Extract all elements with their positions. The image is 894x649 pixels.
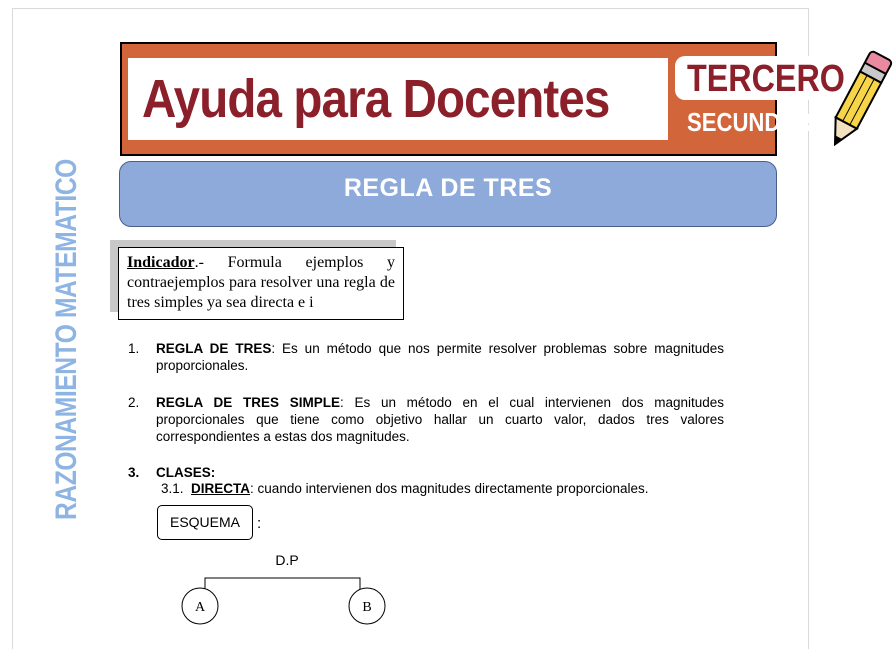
list-item-term: REGLA DE TRES [156,341,272,356]
level-label: SECUNDARIA [687,107,835,137]
diagram-connector [205,578,360,598]
section-title: REGLA DE TRES [343,174,553,202]
side-subject-text: RAZONAMIENTO MATEMATICO [50,159,83,520]
grade-label: TERCERO [687,58,845,100]
indicator-text: .- Formula ejemplos y contraejemplos para resolver una regla de tres simples ya sea directa e i [127,254,395,311]
list-item-term: REGLA DE TRES SIMPLE [156,395,340,410]
sub-item-text: : cuando intervienen dos magnitudes directamente proporcionales. [250,481,649,496]
list-item-number: 3. [128,465,140,480]
scheme-colon: : [257,515,262,532]
list-item-number: 2. [128,395,140,410]
relation-label: D.P [275,552,299,568]
indicator-label: Indicador [127,254,195,271]
section-title-bar [119,161,777,227]
scheme-box [157,505,253,540]
list-item-number: 1. [128,341,140,356]
list-item [128,464,724,481]
proportion-diagram [160,570,400,615]
list-item-term: CLASES: [156,465,216,480]
list-item [128,340,724,374]
indicator-box [118,247,404,320]
header-banner [120,42,845,156]
sub-list-item [161,481,649,496]
list-item-text: : Es un método que nos permite resolver problemas sobre magnitudes proporcionales. [156,341,724,373]
diagram-node-a-label: A [194,600,206,615]
grade-badge [675,56,845,100]
list-item-text: : Es un método en el cual intervienen dos magnitudes proporcionales que tiene como objetivo hallar un cuarto valor, dados tres valores correspondientes a estas dos magnitudes. [156,395,725,444]
banner-title-panel [128,58,668,140]
diagram-node-b-label: B [362,600,372,615]
scheme-label: ESQUEMA [169,514,240,530]
sub-item-term: DIRECTA [191,481,251,496]
list-item [128,394,724,445]
pencil-icon [822,46,894,156]
banner-title: Ayuda para Docentes [142,69,610,129]
sub-item-number: 3.1. [161,481,184,496]
side-subject-label [50,80,84,520]
